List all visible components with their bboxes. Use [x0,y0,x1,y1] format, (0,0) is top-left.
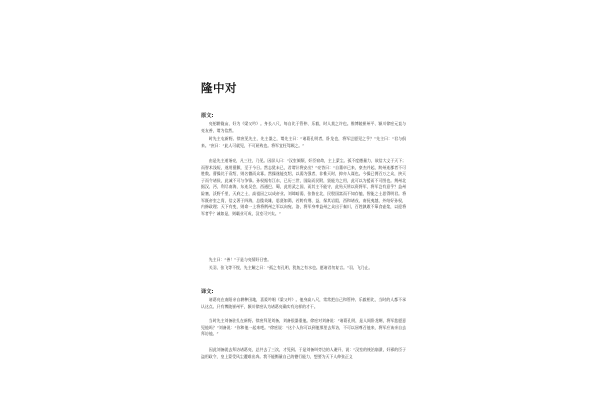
original-paragraph-1: 亮躬耕陇亩，好为《梁父吟》。身长八尺，每自比于管仲、乐毅，时人莫之许也。惟博陵崔州平、颍川徐庶元直与亮友善，谓为信然。 [201,121,406,133]
original-paragraph-3: 由是先主遂诣亮，凡三往，乃见。因屏人曰：“汉室倾颓，奸臣窃命，主上蒙尘。孤不度德量力，欲信大义于天下；而智术浅短，遂用猖獗，至于今日。然志犹未已，君谓计将安出？”亮答曰：“自董卓已来，豪杰并起，跨州连郡者不可胜数。曹操比于袁绍，则名微而众寡。然操遂能克绍，以弱为强者，非惟天时，抑亦人谋也。今操已拥百万之众，挟天子而令诸侯，此诚不可与争锋。孙权据有江东，已历三世，国险而民附，贤能为之用，此可以为援而不可图也。荆州北据汉、沔，利尽南海，东连吴会，西通巴、蜀，此用武之国，而其主不能守，此殆天所以资将军，将军岂有意乎？益州险塞，沃野千里，天府之土，高祖因之以成帝业。刘璋暗弱，张鲁在北，民殷国富而不知存恤，智能之士思得明君。将军既帝室之胄，信义著于四海，总揽英雄，思贤如渴，若跨有荆、益，保其岩阻，西和诸戎，南抚夷越，外结好孙权，内修政理；天下有变，则命一上将将荆州之军以向宛、洛，将军身率益州之众出于秦川，百姓孰敢不箪食壶浆，以迎将军者乎？诚如是，则霸业可成，汉室可兴矣。” [201,158,406,216]
original-paragraph-2: 时先主屯新野。徐庶见先主，先主器之，谓先主曰：“诸葛孔明者，卧龙也，将军岂愿见之乎？”先主曰：“君与俱来。”庶曰：“此人可就见，不可屈致也。将军宜枉驾顾之。” [201,136,406,148]
translation-paragraph-3: 因此刘备就去拜访诸葛亮，总共去了三次，才见到。于是刘备叫旁边的人避开，说：“汉室的统治崩溃，奸邪的臣子盗用政令，皇上蒙受风尘遭难出奔。我不能衡量自己的德行能力，想要为天下人伸张正义 [201,347,406,359]
original-paragraph-4: 先主曰：“善！”于是与亮情好日密。 [208,257,272,262]
document-title: 隆中对 [201,81,237,95]
translation-label: 译文: [201,289,214,295]
original-paragraph-5: 关羽、张飞等不悦，先主解之曰：“孤之有孔明，犹鱼之有水也。愿诸君勿复言。”羽、飞乃止。 [208,265,373,270]
translation-paragraph-1: 诸葛亮在南阳亲自耕种田地，喜爱吟唱《梁父吟》。他身高八尺，常常把自己和管仲、乐毅相比，当时的人都不承认这点。只有博陵崔州平，颍川徐庶认为诸葛亮确实有这样的才干。 [201,297,406,309]
translation-paragraph-2: 当时先主刘备驻扎在新野。徐庶拜见刘备，刘备很器重他。徐庶对刘备说：“诸葛孔明，是人间卧龙啊，将军您愿意见他吗？”刘备说：“你和他一起来吧。”徐庶说：“这个人你可以到他那里去拜访，不可以屈尊召他来，将军应该亲自去拜访他。” [201,318,406,337]
original-text-label: 原文: [201,113,214,119]
